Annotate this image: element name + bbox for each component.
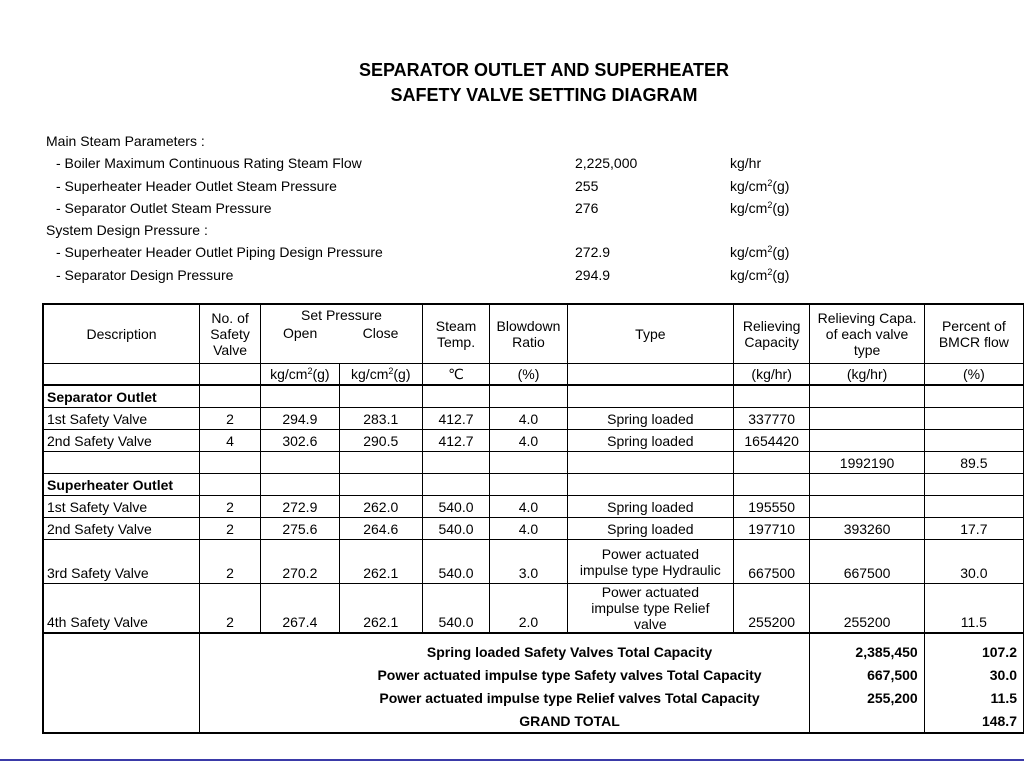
header-description: Description (43, 304, 200, 364)
param-unit: kg/hr (730, 155, 762, 172)
unit-blowdown: (%) (490, 364, 568, 386)
total-percent: 30.0 (924, 663, 1023, 686)
unit-open: $kg/cm^2(g)$ (261, 364, 340, 386)
param-unit: $kg/cm^2(g)$ (730, 266, 790, 283)
header-relieving-capacity: Relieving Capacity (733, 304, 810, 364)
grand-total-label: GRAND TOTAL (261, 709, 810, 733)
total-label: Power actuated impulse type Safety valves Total Capacity (261, 663, 810, 686)
header-relieving-each: Relieving Capa. of each valve type (810, 304, 924, 364)
param-label: - Superheater Header Outlet Piping Design Pressure (56, 244, 383, 261)
param-unit: $kg/cm^2(g)$ (730, 177, 790, 194)
table-row: 3rd Safety Valve 2 270.2 262.1 540.0 3.0 Power actuated impulse type Hydraulic 667500 667500 30.0 (43, 540, 1024, 584)
unit-each: (kg/hr) (810, 364, 924, 386)
subtotal-row (43, 452, 1024, 474)
param-value: 276 (575, 199, 599, 216)
header-close: Close (339, 325, 422, 364)
header-blowdown: Blowdown Ratio (490, 304, 568, 364)
param-label: - Separator Design Pressure (56, 266, 234, 283)
table-row: 2nd Safety Valve 2 275.6 264.6 540.0 4.0 Spring loaded 197710 393260 17.7 (43, 518, 1024, 540)
unit-capacity: (kg/hr) (733, 364, 810, 386)
table-row: 1st Safety Valve 2 272.9 262.0 540.0 4.0 Spring loaded 195550 (43, 496, 1024, 518)
total-row (43, 633, 1024, 663)
param-value: 272.9 (575, 244, 611, 261)
unit-temp: ℃ (422, 364, 489, 386)
safety-valve-table (42, 303, 1024, 734)
separator-subtotal-percent: 89.5 (924, 452, 1023, 474)
header-open: Open (261, 325, 340, 364)
param-value: 294.9 (575, 266, 611, 283)
separator-subtotal-capacity: 1992190 (810, 452, 924, 474)
param-value: 2,225,000 (575, 155, 638, 172)
unit-percent: (%) (924, 364, 1023, 386)
param-label: - Superheater Header Outlet Steam Pressure (56, 177, 337, 194)
param-label: - Separator Outlet Steam Pressure (56, 199, 272, 216)
param-value: 255 (575, 177, 599, 194)
total-value: 255,200 (810, 686, 924, 709)
header-no-valves: No. of Safety Valve (200, 304, 261, 364)
title-line-1: SEPARATOR OUTLET AND SUPERHEATER (358, 60, 730, 80)
param-unit: $kg/cm^2(g)$ (730, 244, 790, 261)
grand-total-value (810, 709, 924, 733)
table-row: 1st Safety Valve 2 294.9 283.1 412.7 4.0 Spring loaded 337770 (43, 408, 1024, 430)
section-superheater-outlet: Superheater Outlet (43, 474, 200, 496)
param-label: - Boiler Maximum Continuous Rating Steam Flow (56, 155, 362, 172)
header-steam-temp: Steam Temp. (422, 304, 489, 364)
header-type: Type (567, 304, 733, 364)
table-row: 2nd Safety Valve 4 302.6 290.5 412.7 4.0 Spring loaded 1654420 (43, 430, 1024, 452)
total-label: Power actuated impulse type Relief valves Total Capacity (261, 686, 810, 709)
grand-total-percent: 148.7 (924, 709, 1023, 733)
units-row (43, 364, 1024, 386)
total-percent: 11.5 (924, 686, 1023, 709)
bottom-rule (0, 759, 1024, 761)
total-label: Spring loaded Safety Valves Total Capacity (261, 633, 810, 663)
header-percent: Percent of BMCR flow (924, 304, 1023, 364)
document-title (0, 58, 1024, 108)
table-row: 4th Safety Valve 2 267.4 262.1 540.0 2.0 Power actuated impulse type Relief valve 255200 255200 11.5 (43, 584, 1024, 634)
title-line-2: SAFETY VALVE SETTING DIAGRAM (390, 85, 698, 105)
unit-close: $kg/cm^2(g)$ (339, 364, 422, 386)
header-set-pressure: Set Pressure (261, 304, 423, 325)
section-separator-outlet: Separator Outlet (43, 385, 200, 408)
total-value: 667,500 (810, 663, 924, 686)
section-heading-row (43, 385, 1024, 408)
total-percent: 107.2 (924, 633, 1023, 663)
header-row (43, 304, 1024, 325)
param-unit: $kg/cm^2(g)$ (730, 199, 790, 216)
total-value: 2,385,450 (810, 633, 924, 663)
section-heading-row (43, 474, 1024, 496)
